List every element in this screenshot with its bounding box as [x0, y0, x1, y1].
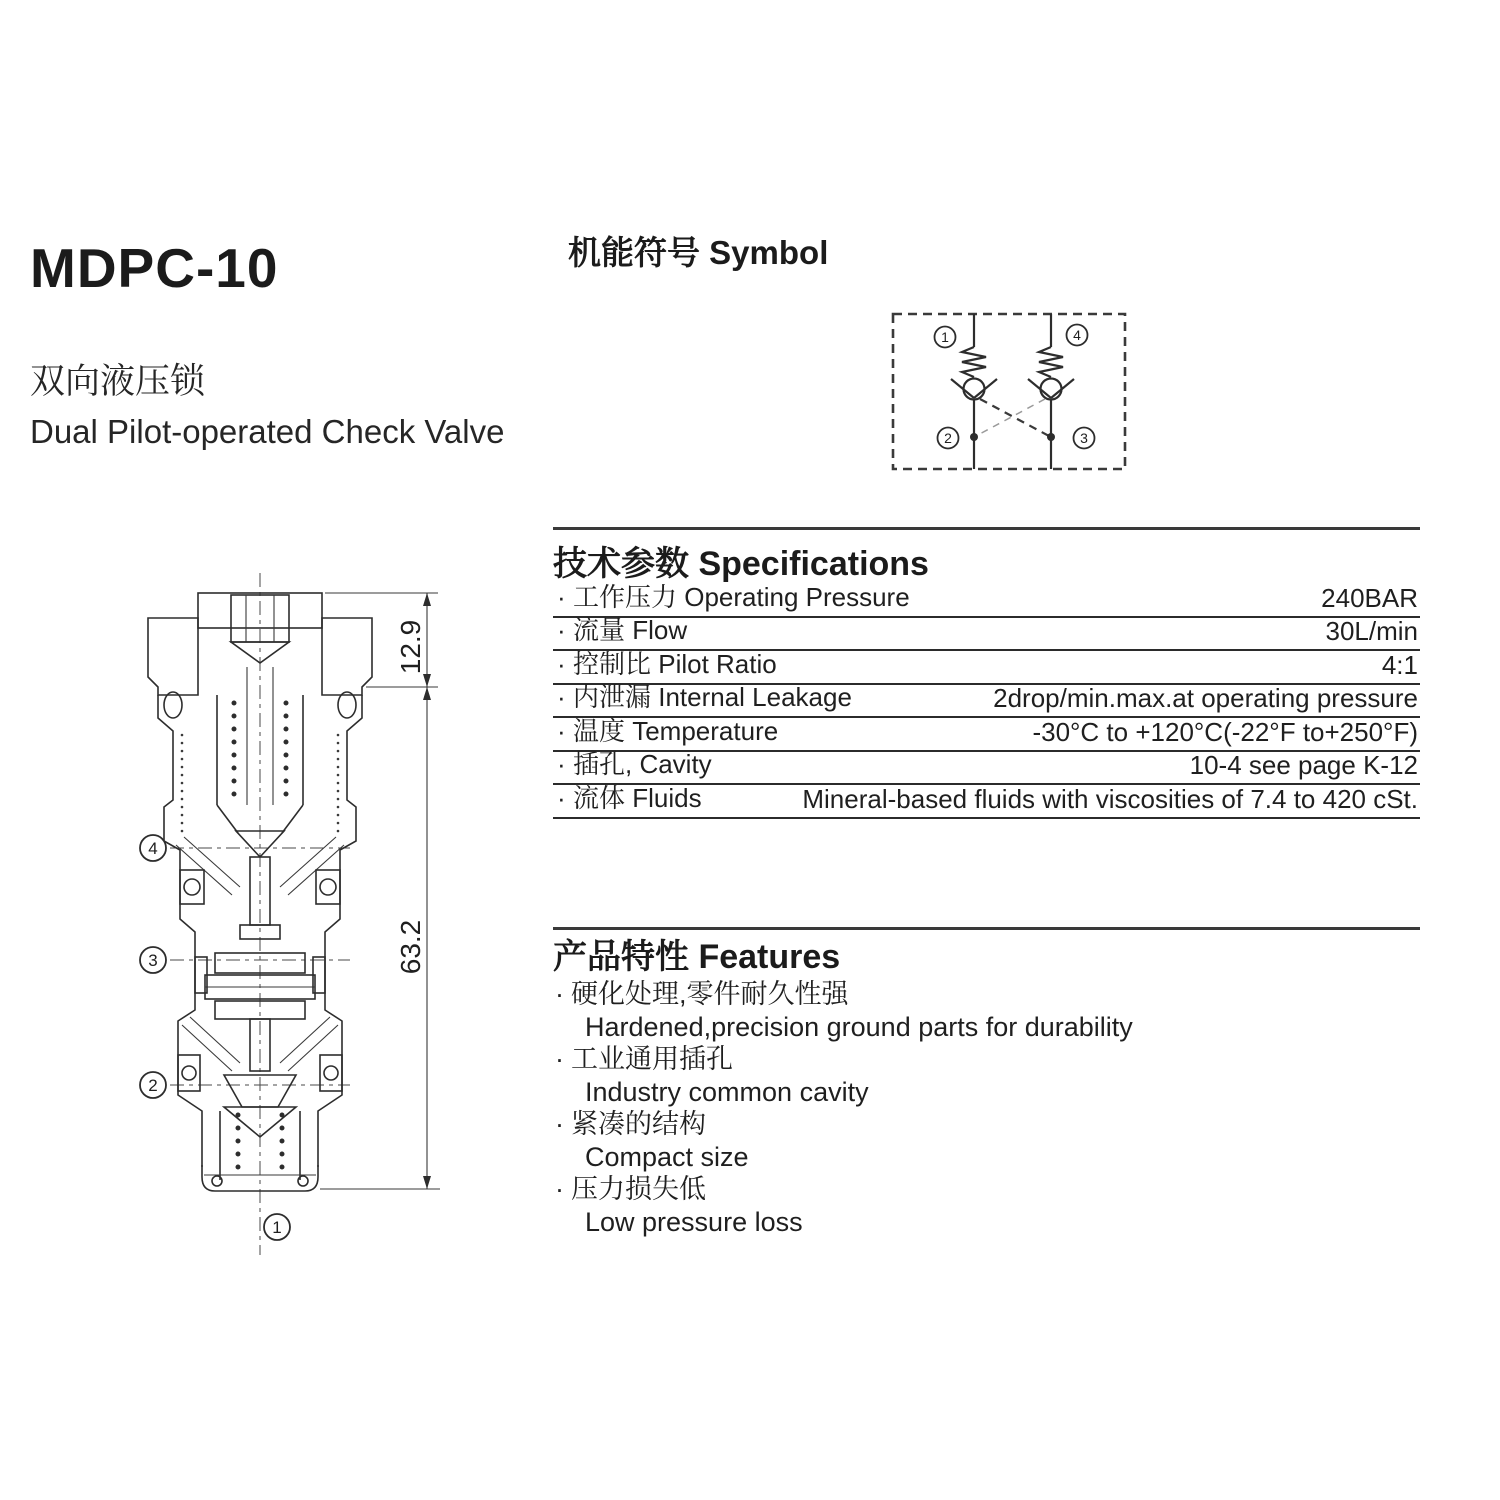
- spec-value: 10-4 see page K-12: [1189, 750, 1418, 780]
- check-ball-left-icon: [964, 379, 985, 400]
- junction-dot-right: [1047, 433, 1055, 441]
- drawing-port-2: [140, 1072, 166, 1098]
- features-list: [553, 978, 1420, 1238]
- list-item: · 压力损失低: [555, 1174, 706, 1204]
- spec-value: 30L/min: [1325, 616, 1418, 646]
- drawing-port-3: [140, 947, 166, 973]
- list-item: · 工业通用插孔: [555, 1044, 733, 1074]
- symbol-port-3: [1074, 428, 1095, 449]
- wing-right: [322, 618, 372, 695]
- list-item: · 硬化处理,零件耐久性强: [555, 979, 849, 1009]
- svg-text:4: 4: [148, 839, 158, 858]
- body-profile-left: [158, 695, 202, 1167]
- specifications-table: [553, 581, 1420, 819]
- list-item: Low pressure loss: [585, 1206, 803, 1237]
- table-row: · 控制比 Pilot Ratio 4:1: [553, 651, 1420, 685]
- svg-text:4: 4: [1073, 327, 1081, 343]
- table-row: · 流体 Fluids Mineral-based fluids with viscosities of 7.4 to 420 cSt.: [553, 785, 1420, 819]
- table-row: · 工作压力 Operating Pressure 240BAR: [553, 584, 1420, 618]
- symbol-port-1: [935, 327, 956, 348]
- dimension-12-9: 12.9: [395, 619, 426, 675]
- o-ring-left: [164, 692, 182, 718]
- spec-value: 240BAR: [1321, 582, 1418, 613]
- product-name-en: Dual Pilot-operated Check Valve: [30, 413, 505, 450]
- symbol-section-heading: 机能符号 Symbol: [568, 234, 829, 271]
- section-divider: [553, 927, 1420, 930]
- spec-value: -30°C to +120°C(-22°F to+250°F): [1032, 716, 1418, 747]
- table-row: · 插孔, Cavity 10-4 see page K-12: [553, 752, 1420, 786]
- title-block: [30, 236, 504, 451]
- spec-label: 流量 Flow: [573, 615, 688, 645]
- o-ring-right: [338, 692, 356, 718]
- junction-dot-left: [970, 433, 978, 441]
- spec-label: 插孔, Cavity: [573, 749, 712, 779]
- svg-text:2: 2: [148, 1076, 158, 1095]
- check-ball-right-icon: [1041, 379, 1062, 400]
- spec-label: 内泄漏 Internal Leakage: [573, 682, 852, 712]
- hydraulic-symbol-diagram: [875, 295, 1155, 495]
- seat-left-b: [974, 379, 997, 398]
- body-profile-right: [318, 695, 362, 1167]
- list-item: · 紧凑的结构: [555, 1109, 706, 1139]
- spec-label: 工作压力 Operating Pressure: [573, 581, 910, 612]
- seat-right-a: [1028, 379, 1051, 398]
- drawing-port-1: [264, 1214, 290, 1240]
- page-title: MDPC-10: [30, 237, 279, 299]
- spec-value: 2drop/min.max.at operating pressure: [993, 683, 1418, 713]
- seat-right-b: [1051, 379, 1074, 398]
- product-name-cn: 双向液压锁: [30, 362, 206, 401]
- pilot-line-right-to-left: [976, 399, 1045, 436]
- list-item: Industry common cavity: [585, 1076, 869, 1107]
- table-row: · 内泄漏 Internal Leakage 2drop/min.max.at operating pressure: [553, 685, 1420, 719]
- features-section: [553, 924, 1420, 1238]
- features-heading: 产品特性 Features: [553, 938, 841, 976]
- list-item: Compact size: [585, 1141, 749, 1172]
- specifications-section: [553, 514, 1420, 819]
- symbol-port-4: [1067, 325, 1088, 346]
- table-row: · 温度 Temperature -30°C to +120°C(-22°F to+250°F): [553, 718, 1420, 752]
- symbol-port-2: [938, 428, 959, 449]
- spec-value: 4:1: [1381, 649, 1418, 680]
- specifications-heading: 技术参数 Specifications: [553, 545, 929, 583]
- svg-text:1: 1: [272, 1218, 282, 1237]
- spring-right-icon: [1039, 347, 1063, 377]
- table-row: · 流量 Flow 30L/min: [553, 618, 1420, 652]
- svg-text:3: 3: [1080, 430, 1088, 446]
- svg-text:3: 3: [148, 951, 158, 970]
- dimension-63-2: 63.2: [395, 919, 426, 975]
- spec-label: 流体 Fluids: [573, 782, 702, 813]
- spec-label: 控制比 Pilot Ratio: [573, 648, 777, 679]
- list-item: Hardened,precision ground parts for durability: [585, 1011, 1133, 1042]
- section-divider: [553, 527, 1420, 530]
- seat-left-a: [951, 379, 974, 398]
- spring-left-icon: [962, 347, 986, 377]
- drawing-port-4: [140, 835, 166, 861]
- svg-text:1: 1: [941, 329, 949, 345]
- wing-left: [148, 618, 198, 695]
- pilot-line-left-to-right: [980, 399, 1049, 436]
- valve-cross-section-drawing: [120, 555, 480, 1265]
- spec-value: Mineral-based fluids with viscosities of 7.4 to 420 cSt.: [802, 783, 1418, 814]
- svg-text:2: 2: [944, 430, 952, 446]
- spec-label: 温度 Temperature: [573, 715, 779, 746]
